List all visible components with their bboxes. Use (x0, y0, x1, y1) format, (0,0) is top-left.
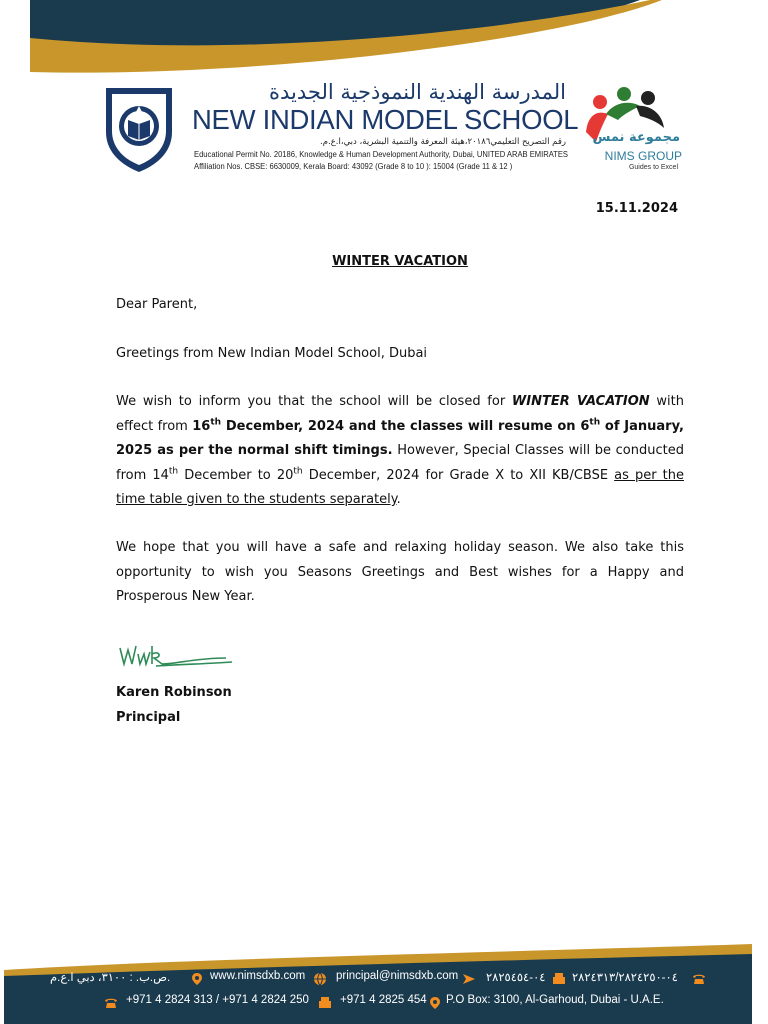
ordinal-suffix: th (293, 466, 303, 477)
permit-text: Educational Permit No. 20186, Knowledge & Human Development Authority, Dubai, UNITED ARAB EMIRATES (194, 150, 568, 159)
group-tagline: Guides to Excel (628, 164, 678, 171)
school-name-arabic: المدرسة الهندية النموذجية الجديدة (269, 80, 566, 104)
email-text: principal@nimsdxb.com (336, 970, 459, 982)
school-crest-icon (102, 84, 176, 174)
website-text: www.nimsdxb.com (210, 970, 306, 982)
telephone-icon (692, 972, 706, 986)
ordinal-suffix: th (168, 466, 179, 477)
underlined-text: as per the time table given to the students separately (116, 467, 684, 507)
signer-name: Karen Robinson (116, 685, 232, 700)
fax-icon (552, 972, 566, 986)
body-text: with effect from (116, 394, 684, 434)
body-text: . (396, 492, 401, 507)
wishes-paragraph: We hope that you will have a safe and relaxing holiday season. We also take this opportunity to wish you Seasons Greetings and Best wishes for a Happy and Prosperous New Year. (116, 540, 684, 604)
globe-icon (313, 972, 327, 986)
po-box-arabic: ص.ب. : ٣١٠٠، دبي ا.ع.م. (50, 972, 171, 984)
group-name-arabic: مجموعة نمس (592, 130, 680, 145)
letter-subject: WINTER VACATION (332, 254, 468, 269)
group-name: NIMS GROUP (604, 149, 682, 163)
body-text: However, Special Classes will be conducted from 14 (116, 443, 684, 483)
affiliation-text: Affiliation Nos. CBSE: 6630009, Kerala Board: 43092 (Grade 8 to 10 ): 15004 (Grade 11 & 12 ) (194, 162, 513, 171)
send-arrow-icon (462, 972, 476, 986)
bold-text: December, 2024 and the classes will resume on 6 (221, 418, 590, 434)
phone-numbers: +971 4 2824 313 / +971 4 2824 250 (126, 994, 309, 1006)
salutation: Dear Parent, (116, 297, 198, 312)
body-text: We wish to inform you that the school will be closed for (116, 394, 512, 409)
emphasis-winter-vacation: WINTER VACATION (511, 394, 650, 409)
main-paragraph (116, 390, 684, 513)
ordinal-suffix: th (589, 417, 601, 428)
signer-role: Principal (116, 710, 181, 725)
body-text: December to 20 (178, 467, 294, 483)
letterhead (96, 80, 696, 180)
location-pin-icon (190, 972, 204, 986)
bold-text: 16 (192, 418, 211, 434)
fax-arabic: ٠٤-٢٨٢٥٤٥٤ (486, 972, 546, 984)
fax-icon (318, 996, 332, 1010)
body-text: December, 2024 for Grade X to XII KB/CBSE (302, 467, 615, 483)
bold-text: of January, 2025 as per the normal shift timings. (116, 418, 684, 458)
ordinal-suffix: th (210, 417, 222, 428)
phone-arabic: ٠٤-٢٨٢٤٣١٣/٢٨٢٤٢٥٠ (572, 972, 678, 984)
school-name: NEW INDIAN MODEL SCHOOL (192, 104, 579, 135)
telephone-icon (104, 996, 118, 1010)
top-banner (0, 0, 768, 80)
signature-image (116, 640, 236, 674)
greeting-line: Greetings from New Indian Model School, Dubai (116, 346, 428, 361)
permit-arabic: رقم التصريح التعليمي٢٠١٨٦،هيئة المعرفة والتنمية البشرية، دبي،ا.ع.م. (320, 137, 566, 147)
postal-address: P.O Box: 3100, Al-Garhoud, Dubai - U.A.E. (446, 994, 664, 1006)
fax-number: +971 4 2825 454 (340, 994, 427, 1006)
letter-date: 15.11.2024 (595, 201, 678, 216)
location-pin-icon (428, 996, 442, 1010)
